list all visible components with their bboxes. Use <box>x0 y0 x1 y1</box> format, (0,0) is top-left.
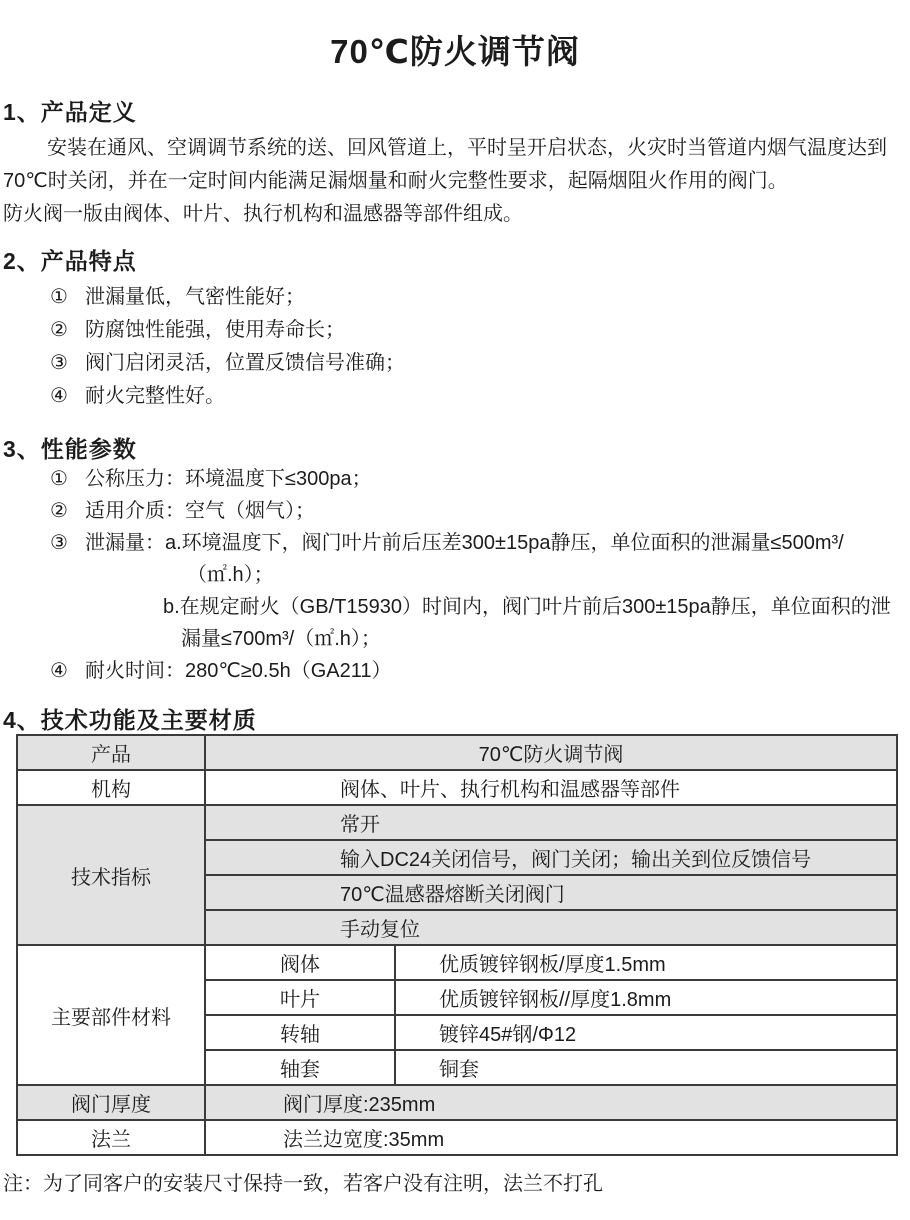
table-row-thickness <box>17 1085 897 1120</box>
table-cell-thickness-label: 阀门厚度 <box>17 1085 205 1120</box>
parameter-item <box>0 528 905 560</box>
table-cell-part-material: 优质镀锌钢板//厚度1.8mm <box>395 980 897 1015</box>
item-number: ④ <box>50 385 68 407</box>
item-text: 泄漏量低，气密性能好； <box>85 286 305 308</box>
table-row-flange <box>17 1120 897 1155</box>
definition-line-1: 安装在通风、空调调节系统的送、回风管道上，平时呈开启状态，火灾时当管道内烟气温度达到 <box>47 137 887 159</box>
features-list <box>0 282 905 414</box>
item-number: ③ <box>50 532 68 554</box>
table-cell-flange-value: 法兰边宽度:35mm <box>205 1120 897 1155</box>
table-cell-thickness-value: 阀门厚度:235mm <box>205 1085 897 1120</box>
table-cell-flange-label: 法兰 <box>17 1120 205 1155</box>
item-number: ① <box>50 468 68 490</box>
item-number: ③ <box>50 352 68 374</box>
feature-item <box>0 282 905 315</box>
feature-item <box>0 348 905 381</box>
table-cell-part-name: 转轴 <box>205 1015 395 1050</box>
parameter-item <box>0 464 905 496</box>
item-number: ② <box>50 500 68 522</box>
table-cell-part-name: 轴套 <box>205 1050 395 1085</box>
table-cell-part-material: 铜套 <box>395 1050 897 1085</box>
definition-line-3: 防火阀一版由阀体、叶片、执行机构和温感器等部件组成。 <box>3 203 523 225</box>
table-row-techspec <box>17 805 897 840</box>
item-text: 耐火时间：280℃≥0.5h（GA211） <box>85 660 392 682</box>
table-cell-part-material: 优质镀锌钢板/厚度1.5mm <box>395 945 897 980</box>
item-number: ② <box>50 319 68 341</box>
parameter-item <box>0 656 905 688</box>
item-text: 泄漏量：a.环境温度下，阀门叶片前后压差300±15pa静压，单位面积的泄漏量≤500m³/ <box>85 532 844 554</box>
definition-line-2: 70℃时关闭，并在一定时间内能满足漏烟量和耐火完整性要求，起隔烟阻火作用的阀门。 <box>3 170 788 192</box>
item-text: 公称压力：环境温度下≤300pa； <box>85 468 372 490</box>
definition-paragraph <box>3 132 903 231</box>
item-text: 阀门启闭灵活，位置反馈信号准确； <box>85 352 405 374</box>
table-cell-materials-label: 主要部件材料 <box>17 945 205 1085</box>
table-cell-part-name: 叶片 <box>205 980 395 1015</box>
table-row-mechanism <box>17 770 897 805</box>
table-row-material <box>17 945 897 980</box>
table-cell-mechanism-value: 阀体、叶片、执行机构和温感器等部件 <box>205 770 897 805</box>
parameter-item <box>0 496 905 528</box>
page-title: 70℃防火调节阀 <box>330 33 580 70</box>
section-heading-features: 2、产品特点 <box>3 248 137 274</box>
table-cell-part-material: 镀锌45#钢/Φ12 <box>395 1015 897 1050</box>
table-cell-techspec-value: 手动复位 <box>205 910 897 945</box>
item-number: ④ <box>50 660 68 682</box>
table-row-product <box>17 735 897 770</box>
table-cell-techspec-value: 70℃温感器熔断关闭阀门 <box>205 875 897 910</box>
table-cell-techspec-label: 技术指标 <box>17 805 205 945</box>
section-heading-definition: 1、产品定义 <box>3 99 137 125</box>
table-cell-product-label: 产品 <box>17 735 205 770</box>
table-cell-product-value: 70℃防火调节阀 <box>205 735 897 770</box>
leakage-line-b-unit: 漏量≤700m³/（㎡.h）； <box>181 628 381 650</box>
spec-table <box>16 734 898 1156</box>
leakage-line-b: b.在规定耐火（GB/T15930）时间内，阀门叶片前后300±15pa静压，单位面积的泄 <box>163 596 891 618</box>
footnote: 注：为了同客户的安装尺寸保持一致，若客户没有注明，法兰不打孔 <box>3 1173 603 1195</box>
leakage-continuation-block <box>0 560 905 656</box>
feature-item <box>0 381 905 414</box>
feature-item <box>0 315 905 348</box>
table-cell-techspec-value: 输入DC24关闭信号，阀门关闭；输出关到位反馈信号 <box>205 840 897 875</box>
parameters-list <box>0 464 905 688</box>
leakage-line-a-unit: （㎡.h）； <box>187 564 274 586</box>
table-cell-mechanism-label: 机构 <box>17 770 205 805</box>
table-cell-part-name: 阀体 <box>205 945 395 980</box>
item-number: ① <box>50 286 68 308</box>
item-text: 适用介质：空气（烟气）； <box>85 500 315 522</box>
section-heading-materials: 4、技术功能及主要材质 <box>3 707 257 733</box>
item-text: 防腐蚀性能强，使用寿命长； <box>85 319 345 341</box>
section-heading-parameters: 3、性能参数 <box>3 436 137 462</box>
table-cell-techspec-value: 常开 <box>205 805 897 840</box>
item-text: 耐火完整性好。 <box>85 385 225 407</box>
